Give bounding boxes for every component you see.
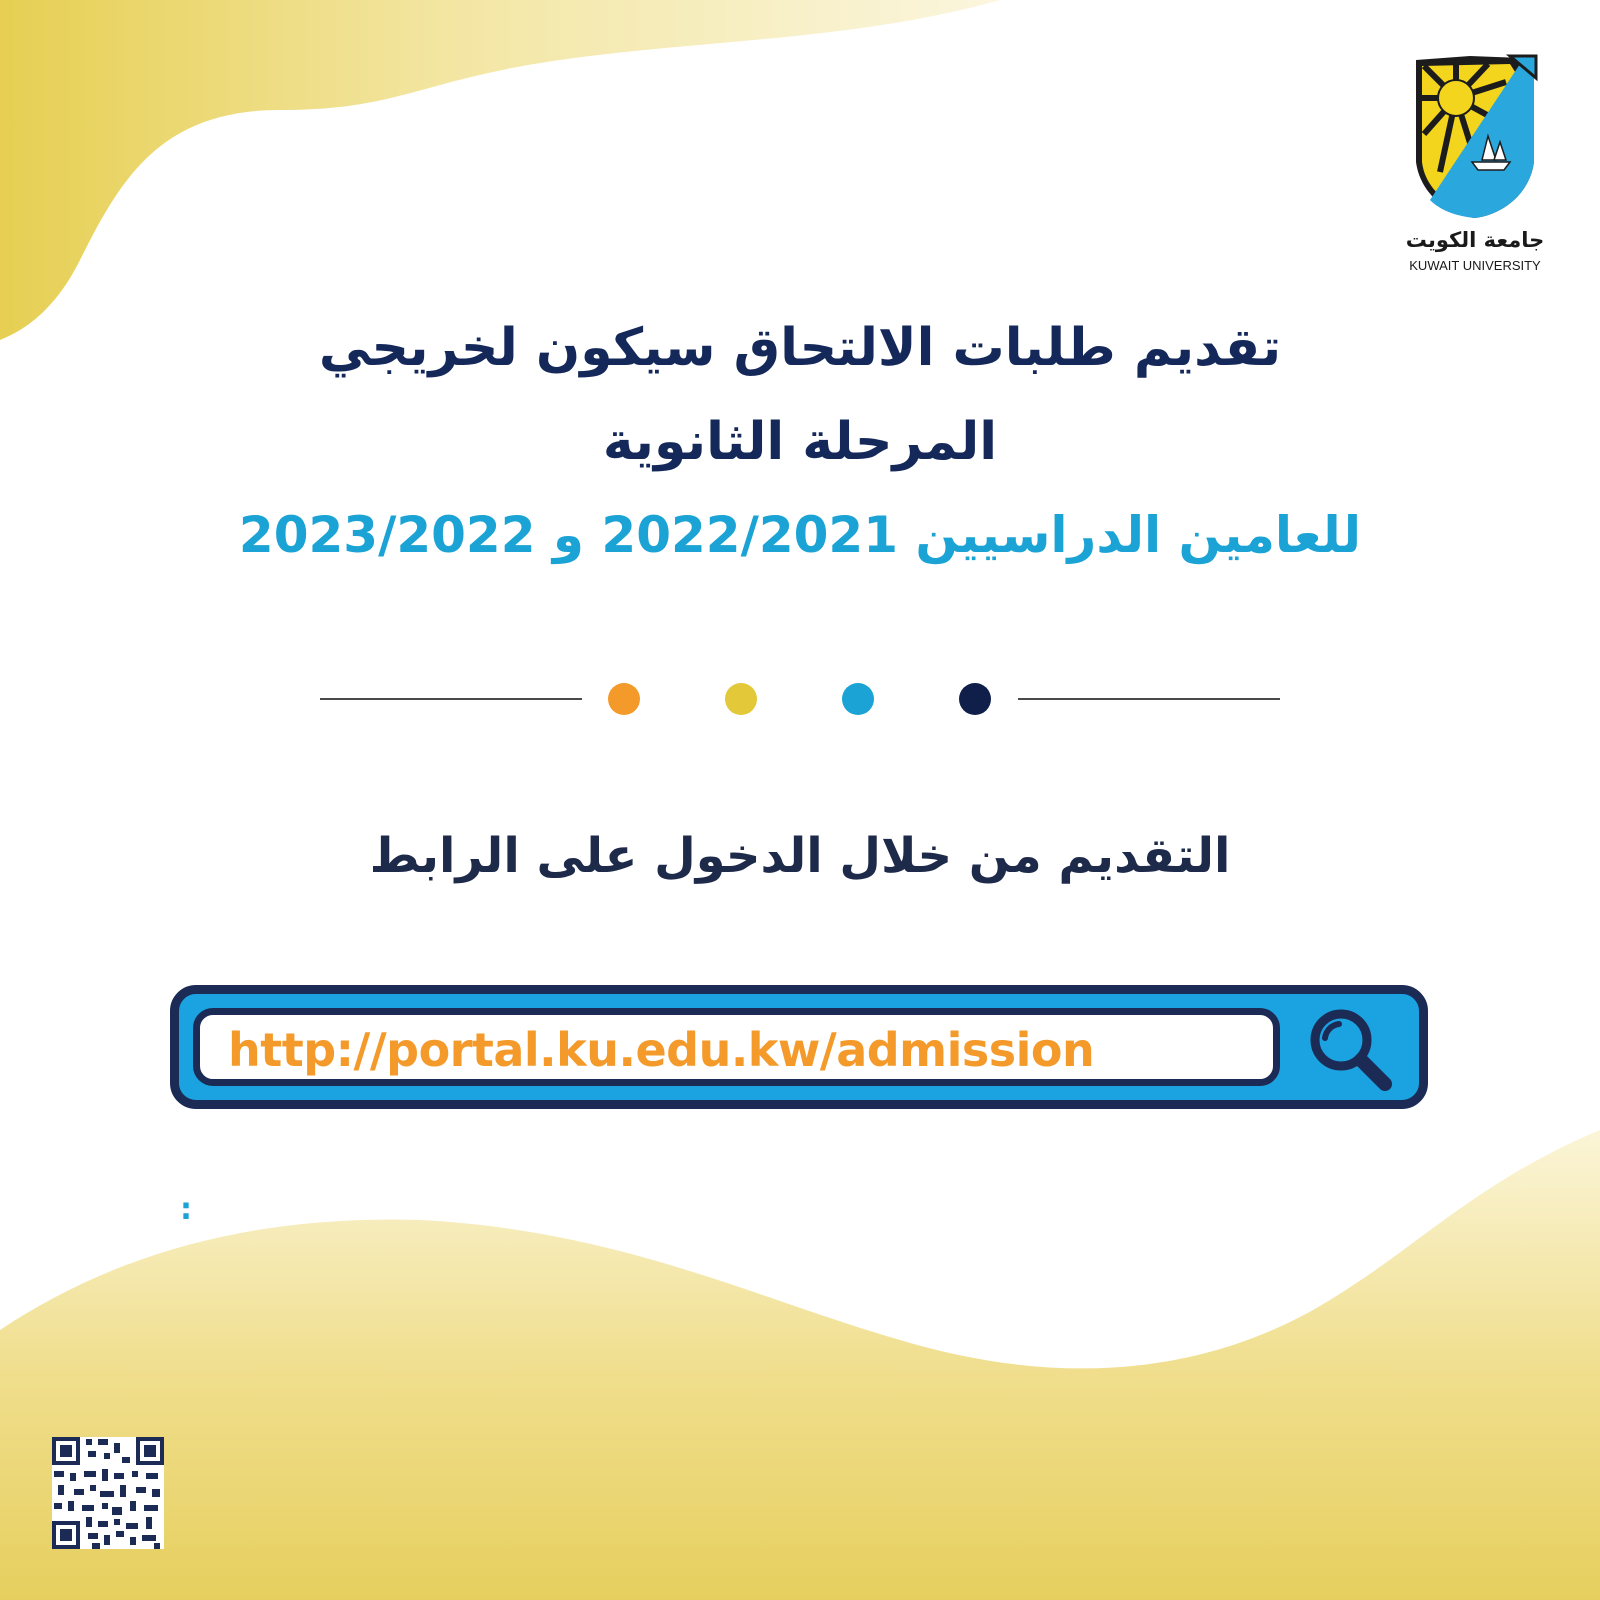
url-text: http://portal.ku.edu.kw/admission	[228, 1023, 1095, 1077]
qr-code-icon[interactable]	[52, 1437, 164, 1549]
divider-dot-orange	[608, 683, 640, 715]
search-bar	[170, 985, 1428, 1109]
logo-english-name: KUWAIT UNIVERSITY	[1409, 258, 1541, 273]
heading-line-3: للعامين الدراسيين 2022/2021 و 2023/2022	[238, 506, 1362, 564]
divider-line-left	[320, 698, 582, 700]
instruction-text: التقديم من خلال الدخول على الرابط	[369, 828, 1231, 884]
divider-dot-navy	[959, 683, 991, 715]
divider-dot-blue	[842, 683, 874, 715]
logo-arabic-name: جامعة الكويت	[1405, 228, 1545, 252]
kuwait-university-logo	[1402, 52, 1548, 282]
heading-line-1: تقديم طلبات الالتحاق سيكون لخريجي	[318, 318, 1282, 378]
divider-line-right	[1018, 698, 1280, 700]
url-field[interactable]	[193, 1008, 1280, 1086]
search-icon[interactable]	[1301, 1000, 1401, 1104]
colon-mark: :	[180, 1192, 192, 1227]
heading-line-2: المرحلة الثانوية	[602, 412, 998, 472]
divider-dot-yellow	[725, 683, 757, 715]
university-crest-icon	[1410, 52, 1540, 222]
